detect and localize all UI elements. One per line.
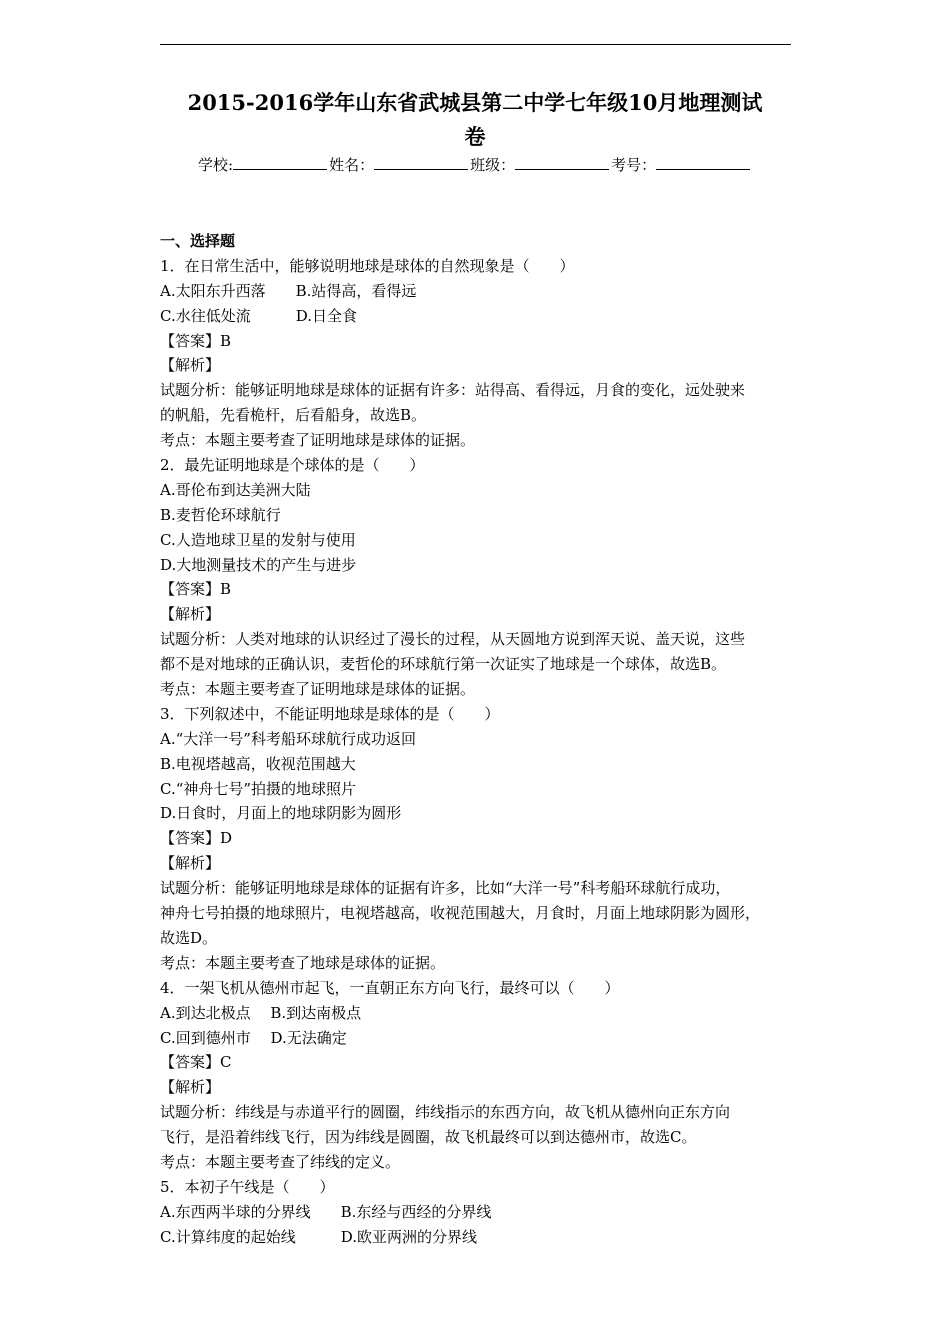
question-4-point: 考点：本题主要考查了纬线的定义。 [160, 1152, 401, 1171]
school-label: 学校: [198, 156, 234, 174]
class-blank [515, 154, 609, 170]
question-1-analysis-line-2: 的帆船，先看桅杆，后看船身，故选B。 [160, 406, 427, 425]
question-4-stem: 4．一架飞机从德州市起飞，一直朝正东方向飞行，最终可以（ ） [160, 978, 620, 997]
question-2-answer: 【答案】B [160, 580, 232, 599]
question-2-option-b: B.麦哲伦环球航行 [160, 505, 281, 524]
name-blank [374, 154, 468, 170]
question-3-point: 考点：本题主要考查了地球是球体的证据。 [160, 953, 446, 972]
student-info-line [198, 153, 752, 177]
document-title [150, 86, 800, 154]
question-2-option-c: C.人造地球卫星的发射与使用 [160, 530, 356, 549]
question-2-analysis-label: 【解析】 [160, 605, 221, 624]
question-2-point: 考点：本题主要考查了证明地球是球体的证据。 [160, 680, 476, 699]
question-3-option-a: A.“大洋一号”科考船环球航行成功返回 [160, 729, 416, 748]
question-4-options-ab: A.到达北极点 B.到达南极点 [160, 1003, 362, 1022]
class-label: 班级： [470, 156, 516, 174]
title-line-2: 卷 [464, 124, 486, 149]
title-line-1: 2015-2016学年山东省武城县第二中学七年级10月地理测试 [187, 90, 763, 115]
name-label: 姓名： [329, 156, 375, 174]
question-5-options-cd: C.计算纬度的起始线 D.欧亚两洲的分界线 [160, 1227, 477, 1246]
question-3-analysis-line-2: 神舟七号拍摄的地球照片，电视塔越高，收视范围越大，月食时，月面上地球阴影为圆形， [160, 904, 761, 923]
question-list [160, 229, 800, 1250]
question-1-analysis-line-1: 试题分析：能够证明地球是球体的证据有许多：站得高、看得远，月食的变化，远处驶来 [160, 381, 746, 400]
question-5-options-ab: A.东西两半球的分界线 B.东经与西经的分界线 [160, 1202, 492, 1221]
question-2-stem: 2．最先证明地球是个球体的是（ ） [160, 456, 425, 475]
question-2-analysis-line-1: 试题分析：人类对地球的认识经过了漫长的过程，从天圆地方说到浑天说、盖天说，这些 [160, 630, 746, 649]
question-3-answer: 【答案】D [160, 829, 233, 848]
section-title: 一、选择题 [160, 232, 236, 250]
question-2-analysis-line-2: 都不是对地球的正确认识，麦哲伦的环球航行第一次证实了地球是一个球体，故选B。 [160, 655, 727, 674]
question-1-analysis-label: 【解析】 [160, 356, 221, 375]
question-3-analysis-line-3: 故选D。 [160, 928, 218, 947]
question-2-option-d: D.大地测量技术的产生与进步 [160, 555, 357, 574]
question-3-option-d: D.日食时，月面上的地球阴影为圆形 [160, 804, 402, 823]
question-3-stem: 3．下列叙述中，不能证明地球是球体的是（ ） [160, 704, 500, 723]
question-4-answer: 【答案】C [160, 1053, 232, 1072]
question-4-options-cd: C.回到德州市 D.无法确定 [160, 1028, 347, 1047]
question-1-point: 考点：本题主要考查了证明地球是球体的证据。 [160, 431, 476, 450]
header-rule [160, 44, 791, 45]
exam-no-blank [656, 154, 750, 170]
question-2-option-a: A.哥伦布到达美洲大陆 [160, 480, 311, 499]
question-3-option-c: C.“神舟七号”拍摄的地球照片 [160, 779, 357, 798]
question-1-options-cd: C.水往低处流 D.日全食 [160, 306, 357, 325]
question-5-stem: 5．本初子午线是（ ） [160, 1177, 335, 1196]
question-1-options-ab: A.太阳东升西落 B.站得高，看得远 [160, 281, 417, 300]
question-3-analysis-label: 【解析】 [160, 854, 221, 873]
question-3-option-b: B.电视塔越高，收视范围越大 [160, 754, 356, 773]
question-1-stem: 1．在日常生活中，能够说明地球是球体的自然现象是（ ） [160, 256, 575, 275]
question-4-analysis-label: 【解析】 [160, 1078, 221, 1097]
exam-no-label: 考号： [611, 156, 657, 174]
school-blank [233, 154, 327, 170]
question-1-answer: 【答案】B [160, 331, 232, 350]
question-4-analysis-line-2: 飞行，是沿着纬线飞行，因为纬线是圆圈，故飞机最终可以到达德州市，故选C。 [160, 1128, 697, 1147]
question-4-analysis-line-1: 试题分析：纬线是与赤道平行的圆圈，纬线指示的东西方向，故飞机从德州向正东方向 [160, 1103, 731, 1122]
question-3-analysis-line-1: 试题分析：能够证明地球是球体的证据有许多，比如“大洋一号”科考船环球航行成功， [160, 879, 731, 898]
